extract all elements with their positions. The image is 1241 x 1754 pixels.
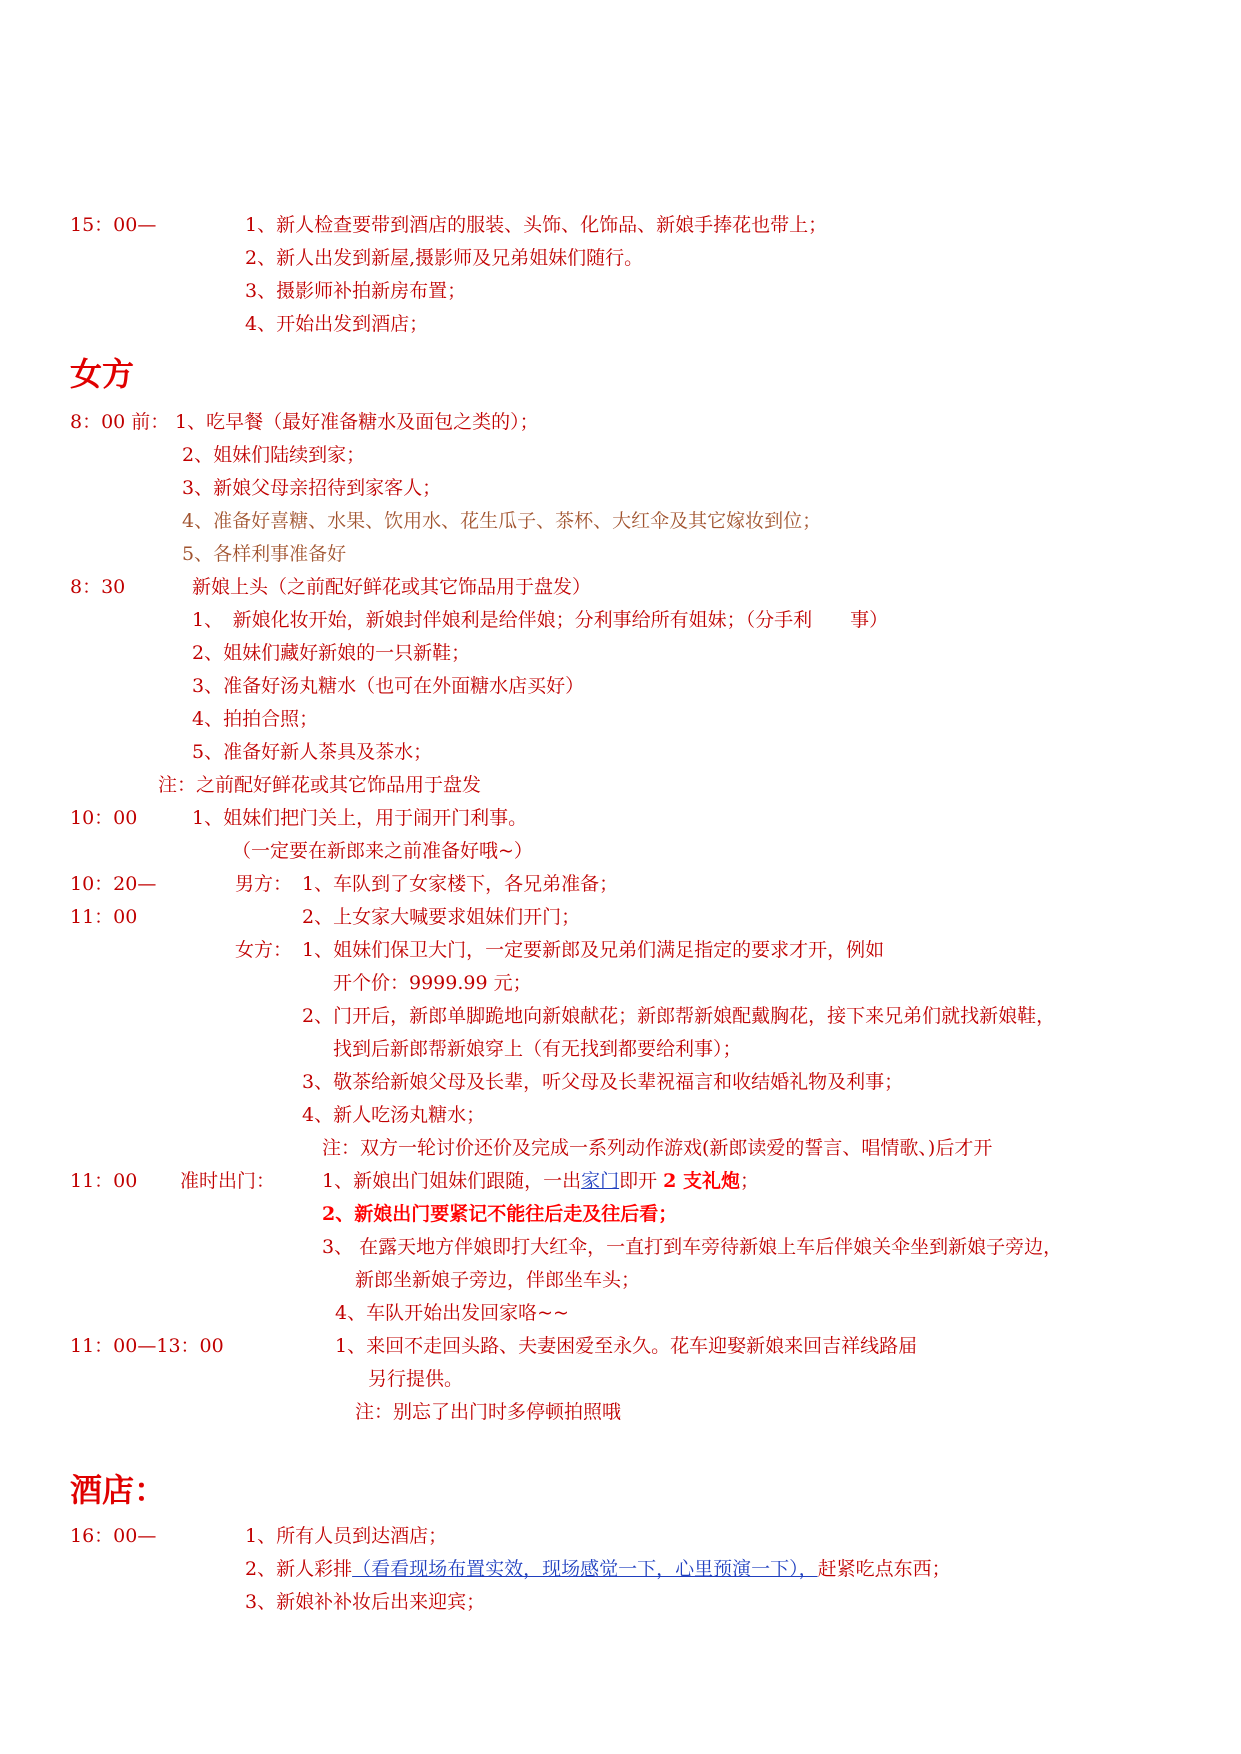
list-item: 1、 新娘化妆开始，新娘封伴娘利是给伴娘；分利事给所有姐妹；（分手利 事） xyxy=(192,609,889,631)
time-label: 11：00 xyxy=(70,1170,138,1192)
list-item: 1、姐妹们保卫大门，一定要新郎及兄弟们满足指定的要求才开，例如 xyxy=(302,939,885,961)
departure-label: 准时出门： xyxy=(180,1170,276,1192)
list-item: 3、新娘补补妆后出来迎宾； xyxy=(245,1591,486,1613)
time-label: 15：00— xyxy=(70,214,157,236)
note: （一定要在新郎来之前准备好哦~） xyxy=(232,840,533,862)
warning-item: 2、新娘出门要紧记不能往后走及往后看； xyxy=(322,1203,678,1225)
list-item: 4、准备好喜糖、水果、饮用水、花生瓜子、茶杯、大红伞及其它嫁妆到位； xyxy=(182,510,822,532)
list-item: 2、上女家大喊要求姐妹们开门； xyxy=(302,906,581,928)
list-item: 5、准备好新人茶具及茶水； xyxy=(192,741,433,763)
section-title: 新娘上头（之前配好鲜花或其它饰品用于盘发） xyxy=(192,576,592,598)
list-item: 1、所有人员到达酒店； xyxy=(245,1525,448,1547)
time-label: 11：00—13：00 xyxy=(70,1335,224,1357)
list-item: 4、车队开始出发回家咯~~ xyxy=(335,1302,569,1324)
list-item: 3、新娘父母亲招待到家客人； xyxy=(182,477,442,499)
note: 注：之前配好鲜花或其它饰品用于盘发 xyxy=(158,774,482,796)
note: 注：别忘了出门时多停顿拍照哦 xyxy=(355,1401,622,1423)
list-item: 1、新人检查要带到酒店的服装、头饰、化饰品、新娘手捧花也带上； xyxy=(245,214,828,236)
list-item: 5、各样利事准备好 xyxy=(182,543,347,565)
list-item: 1、姐妹们把门关上，用于闹开门利事。 xyxy=(192,807,528,829)
list-item xyxy=(245,1557,951,1581)
bride-label: 女方： xyxy=(235,939,293,961)
list-item: 3、准备好汤丸糖水（也可在外面糖水店买好） xyxy=(192,675,585,697)
list-item: 另行提供。 xyxy=(368,1368,464,1390)
note: 注：双方一轮讨价还价及完成一系列动作游戏(新郎读爱的誓言、唱情歌、)后才开 xyxy=(322,1137,993,1159)
time-label: 8：30 xyxy=(70,576,126,598)
fireworks-emphasis: 2 支礼炮 xyxy=(663,1170,740,1192)
list-item: 2、新人出发到新屋,摄影师及兄弟姐妹们随行。 xyxy=(245,247,644,269)
list-item: 3、敬茶给新娘父母及长辈，听父母及长辈祝福言和收结婚礼物及利事； xyxy=(302,1071,904,1093)
list-item xyxy=(322,1169,759,1193)
time-label: 16：00— xyxy=(70,1525,157,1547)
list-item: 3、摄影师补拍新房布置； xyxy=(245,280,467,302)
list-item: 找到后新郎帮新娘穿上（有无找到都要给利事）； xyxy=(333,1038,742,1060)
list-item: 3、 在露天地方伴娘即打大红伞，一直打到车旁待新娘上车后伴娘关伞坐到新娘子旁边， xyxy=(322,1236,1063,1258)
time-label: 8：00 前： xyxy=(70,411,170,433)
list-item: 1、来回不走回头路、夫妻困爱至永久。花车迎娶新娘来回吉祥线路届 xyxy=(335,1335,918,1357)
list-item: 1、吃早餐（最好准备糖水及面包之类的）； xyxy=(175,411,539,433)
rehearsal-link[interactable]: （看看现场布置实效，现场感觉一下，心里预演一下）， xyxy=(352,1558,818,1580)
list-item-text: 赶紧吃点东西； xyxy=(817,1558,951,1580)
list-item: 2、姐妹们陆续到家； xyxy=(182,444,366,466)
list-item-text: 2、新人彩排 xyxy=(245,1558,353,1580)
groom-label: 男方： xyxy=(235,873,293,895)
time-label: 11：00 xyxy=(70,906,138,928)
list-item: 4、新人吃汤丸糖水； xyxy=(302,1104,486,1126)
list-item: 2、姐妹们藏好新娘的一只新鞋； xyxy=(192,642,471,664)
list-item: 4、开始出发到酒店； xyxy=(245,313,429,335)
list-item: 1、车队到了女家楼下，各兄弟准备； xyxy=(302,873,619,895)
time-label: 10：20— xyxy=(70,873,157,895)
list-item: 开个价：9999.99 元； xyxy=(333,972,532,994)
section-heading: 女方 xyxy=(70,355,135,393)
home-door-link[interactable]: 家门 xyxy=(581,1170,620,1192)
list-item: 2、门开后，新郎单脚跪地向新娘献花；新郎帮新娘配戴胸花，接下来兄弟们就找新娘鞋， xyxy=(302,1005,1056,1027)
time-label: 10：00 xyxy=(70,807,138,829)
list-item: 4、拍拍合照； xyxy=(192,708,319,730)
list-item-text: 即开 xyxy=(619,1170,664,1192)
list-item-text: ； xyxy=(740,1170,760,1192)
list-item-text: 1、新娘出门姐妹们跟随，一出 xyxy=(322,1170,582,1192)
section-heading: 酒店： xyxy=(70,1471,167,1509)
list-item: 新郎坐新娘子旁边，伴郎坐车头； xyxy=(355,1269,641,1291)
